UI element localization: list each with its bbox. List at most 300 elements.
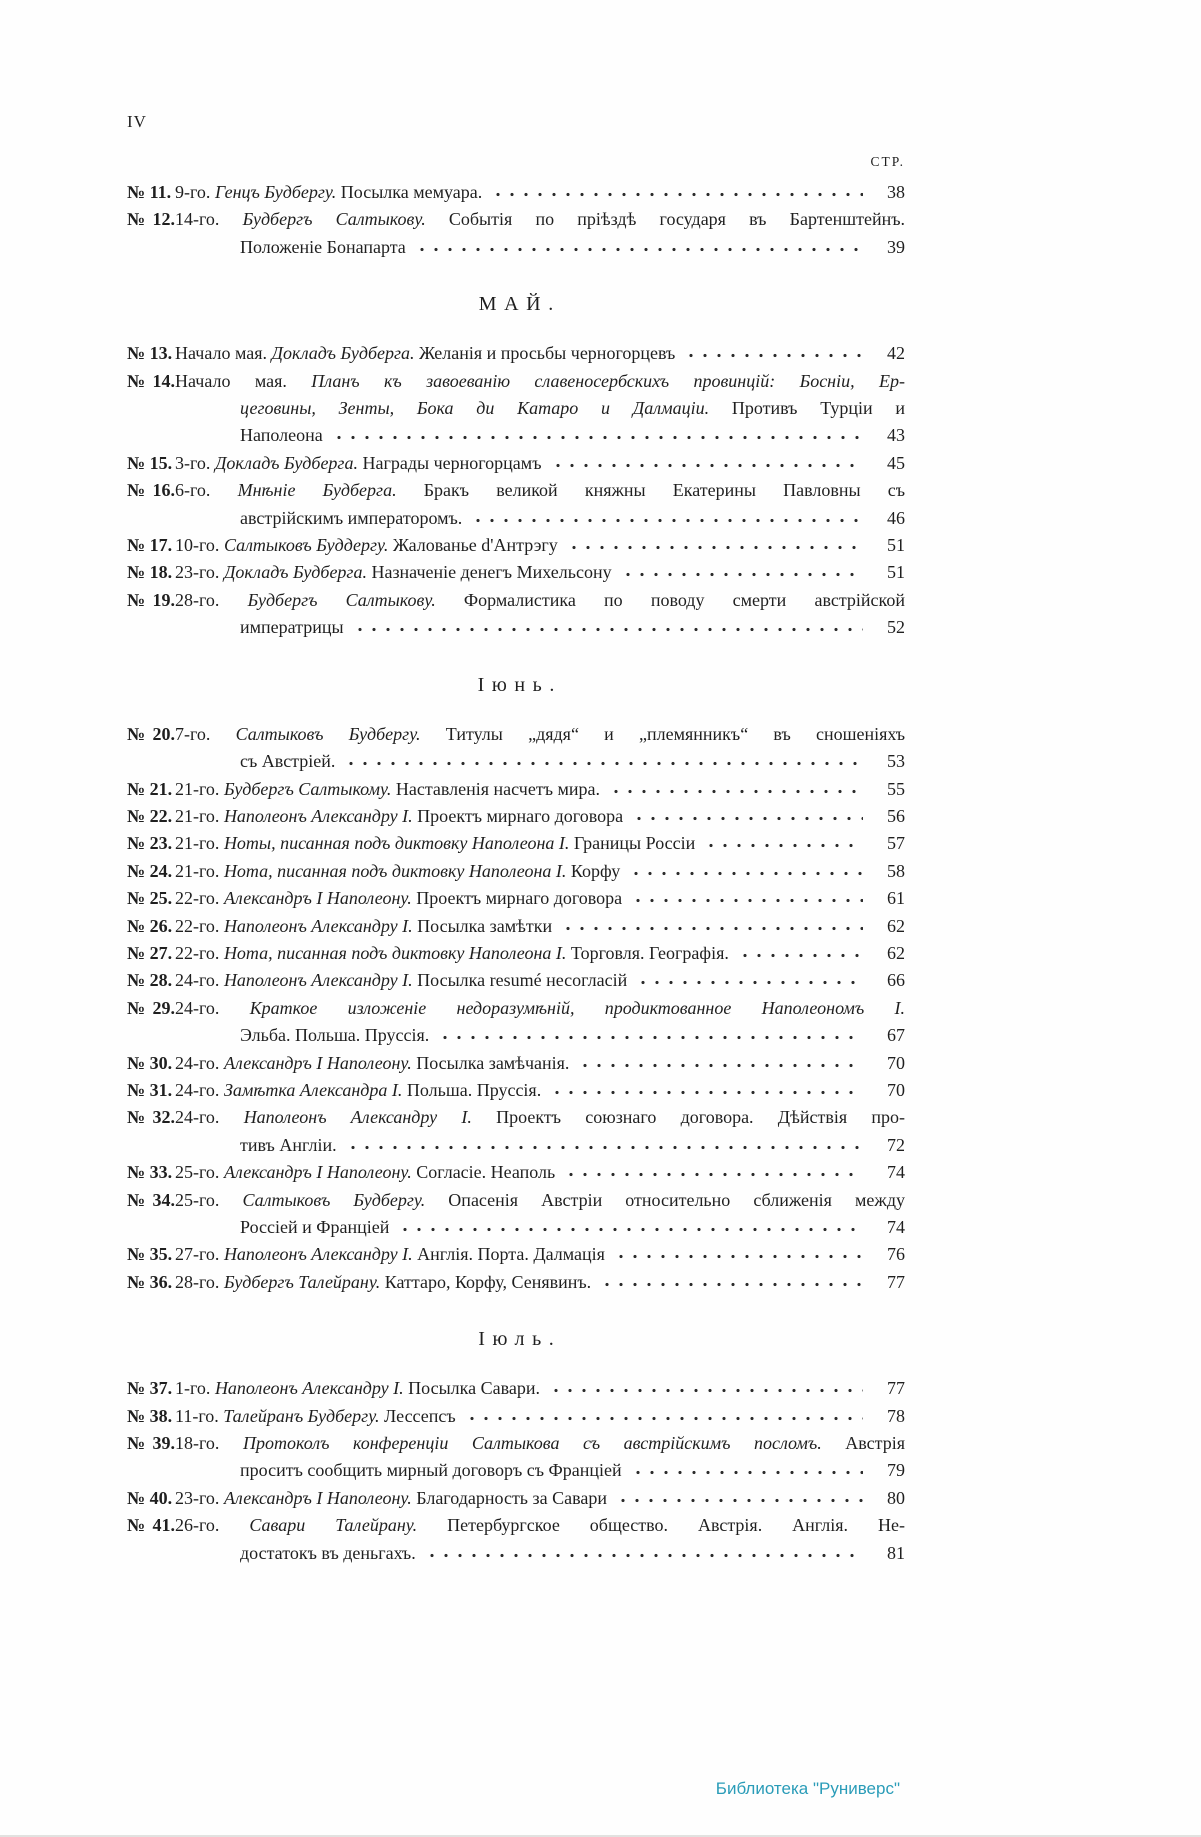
entry-number: № 24. [127, 860, 173, 881]
entry-page-number: 66 [887, 970, 905, 991]
toc-entry [127, 450, 905, 477]
entry-number: № 37. [127, 1378, 173, 1399]
entry-description: 21-го. [175, 833, 224, 854]
dot-leader [550, 1081, 863, 1096]
entry-page-number: 45 [887, 452, 905, 473]
entry-text [240, 1022, 429, 1049]
entry-line [127, 1077, 905, 1104]
entry-title-italic: Будбергъ Салтыкову. [242, 209, 426, 230]
entry-title-italic: Салтыковъ Будбергу. [235, 723, 421, 744]
entry-description: Польша. Пруссія. [402, 1079, 542, 1100]
entry-page-number: 70 [887, 1052, 905, 1073]
entry-page-number: 57 [887, 833, 905, 854]
entry-description: Посылка мемуара. [336, 182, 483, 202]
entry-page-number: 74 [887, 1162, 905, 1183]
entry-text [175, 1159, 555, 1186]
entry-line [127, 748, 905, 775]
entry-text [175, 967, 627, 994]
dot-leader [567, 536, 863, 551]
entry-title-italic: Наполеонъ Александру I. [214, 1378, 404, 1399]
entry-description: 22-го. [175, 942, 224, 963]
page-column-header: СТР. [870, 154, 905, 169]
entry-description: Проектъ мирнаго договора [411, 888, 623, 909]
entry-description: 28-го. [175, 1271, 224, 1292]
entry-number: № 15. [127, 452, 173, 473]
entry-description: 10-го. [175, 535, 224, 556]
entry-description: 7-го. [175, 723, 236, 744]
dot-leader [332, 426, 863, 441]
entry-description: Австрія [821, 1433, 906, 1454]
entry-number: № 23. [127, 833, 173, 854]
entry-description: императрицы [240, 617, 344, 638]
entry-description: тивъ Англіи. [240, 1134, 337, 1155]
entry-number: № 36. [127, 1271, 173, 1292]
entry-description: 27-го. [175, 1244, 224, 1265]
entry-page-number: 79 [887, 1460, 905, 1481]
entry-page-number: 38 [887, 182, 905, 202]
toc-entry [127, 1430, 905, 1485]
entry-text [175, 776, 600, 803]
entry-description: Событія по пріѣздѣ государя въ Бартенштейнъ. [425, 209, 906, 230]
entry-description: Лессепсъ [379, 1405, 456, 1426]
entry-text [175, 559, 612, 586]
toc-entry [127, 587, 905, 642]
toc-entry [127, 1050, 905, 1077]
entry-title-italic: Александръ I Наполеону. [223, 1162, 412, 1183]
entry-text [175, 1107, 905, 1127]
entry-description: Согласіе. Неаполь [411, 1162, 556, 1183]
entry-line [127, 395, 905, 422]
entry-description: Англія. Порта. Далмація [412, 1244, 605, 1265]
entry-page-number: 78 [887, 1405, 905, 1426]
entry-description: 24-го. [175, 970, 224, 991]
entry-number: № 13. [127, 343, 173, 364]
toc-entry [127, 206, 905, 261]
entry-number: № 29. [127, 997, 175, 1018]
entry-description: 6-го. [175, 480, 238, 501]
entry-text [175, 340, 675, 367]
entry-line [127, 587, 905, 614]
entry-title-italic: Александръ I Наполеону. [223, 888, 412, 909]
entry-number: № 12. [127, 209, 175, 230]
dot-leader [600, 1273, 863, 1288]
entry-page-number: 42 [887, 343, 905, 364]
entry-line [127, 234, 905, 261]
entry-title-italic: Наполеонъ Александру I. [223, 970, 413, 991]
entry-title-italic: Наполеонъ Александру I. [243, 1107, 472, 1128]
entry-text [175, 480, 905, 500]
entry-description: 25-го. [175, 1162, 224, 1183]
entry-description: 28-го. [175, 589, 248, 610]
page-folio: IV [127, 112, 147, 131]
toc-entry [127, 179, 905, 206]
dot-leader [632, 807, 863, 822]
toc-entry [127, 477, 905, 532]
toc-entry [127, 1159, 905, 1186]
entry-text [175, 590, 905, 610]
entry-line [127, 1050, 905, 1077]
entry-text [175, 371, 905, 391]
entry-line [127, 1512, 905, 1539]
dot-leader [398, 1218, 863, 1233]
entry-page-number: 81 [887, 1542, 905, 1563]
entry-text [175, 858, 620, 885]
toc-entry [127, 721, 905, 776]
entry-text [175, 885, 622, 912]
entry-page-number: 77 [887, 1271, 905, 1292]
entry-description: 11-го. [175, 1405, 224, 1426]
entry-text [240, 422, 323, 449]
toc-entry [127, 776, 905, 803]
page-content [127, 112, 905, 1567]
entry-number: № 21. [127, 778, 173, 799]
dot-leader [425, 1544, 863, 1559]
entry-number: № 11. [127, 182, 172, 202]
toc-entry [127, 858, 905, 885]
entry-text [175, 1433, 905, 1453]
entry-number: № 40. [127, 1487, 173, 1508]
entry-description: достатокъ въ деньгахъ. [240, 1542, 416, 1563]
entry-description: Посылка замѣтки [412, 915, 553, 936]
entry-text [175, 179, 482, 206]
entry-line [127, 858, 905, 885]
entry-text [175, 209, 905, 229]
entry-description: Жалованье d'Антрэгу [388, 535, 558, 556]
dot-leader [621, 563, 863, 578]
entry-description: Желанія и просьбы черногорцевъ [414, 343, 676, 364]
entry-number: № 28. [127, 970, 173, 991]
entry-line [127, 776, 905, 803]
entry-description: 22-го. [175, 915, 224, 936]
entry-number: № 27. [127, 942, 173, 963]
entry-line [127, 179, 905, 206]
section-heading: МАЙ. [478, 293, 561, 316]
dot-leader [551, 454, 864, 469]
entry-description: проситъ сообщить мирный договоръ съ Франціей [240, 1460, 622, 1481]
entry-number: № 18. [127, 562, 173, 583]
entry-text [240, 505, 462, 532]
entry-line [127, 1375, 905, 1402]
entry-description: Формалистика по поводу смерти австрійской [435, 589, 905, 610]
entry-title-italic: Замѣтка Александра I. [223, 1079, 403, 1100]
entry-text [175, 532, 558, 559]
dot-leader [629, 862, 863, 877]
entry-description: 18-го. [175, 1433, 243, 1454]
entry-line [127, 559, 905, 586]
entry-title-italic: Будбергъ Салтыкому. [223, 778, 392, 799]
toc-entry [127, 940, 905, 967]
entry-title-italic: Ноты, писанная подъ диктовку Наполеона I. [223, 833, 570, 854]
toc-entry [127, 532, 905, 559]
entry-title-italic: Планъ къ завоеванію славеносербскихъ провинцій: Босніи, Ер- [311, 370, 905, 391]
entry-text [175, 450, 542, 477]
entry-line [127, 885, 905, 912]
entry-line [127, 368, 905, 395]
entry-title-italic: Краткое изложеніе недоразумѣній, продиктованное Наполеономъ I. [249, 997, 906, 1018]
entry-number: № 31. [127, 1079, 173, 1100]
entry-text [175, 1515, 905, 1535]
entry-line [127, 206, 905, 233]
entry-line [127, 1214, 905, 1241]
entry-description: 21-го. [175, 860, 224, 881]
entry-text [175, 1077, 541, 1104]
entry-page-number: 39 [887, 236, 905, 257]
toc-entry [127, 1241, 905, 1268]
entry-text [240, 234, 406, 261]
dot-leader [471, 509, 863, 524]
entry-description: Благодарность за Савари [411, 1487, 607, 1508]
dot-leader [631, 1461, 863, 1476]
entry-title-italic: Протоколъ конференціи Салтыкова съ австрійскимъ посломъ. [242, 1433, 822, 1454]
entry-title-italic: Салтыковъ Буддергу. [223, 535, 389, 556]
dot-leader [465, 1407, 863, 1422]
dot-leader [616, 1489, 863, 1504]
toc-entry [127, 1485, 905, 1512]
entry-description: Титулы „дядя“ и „племянникъ“ въ сношеніяхъ [420, 723, 906, 744]
entry-line [127, 967, 905, 994]
entry-title-italic: Александръ I Наполеону. [223, 1487, 412, 1508]
entry-description: Посылка замѣчанія. [411, 1052, 570, 1073]
entry-line [127, 1132, 905, 1159]
entry-text [175, 724, 905, 744]
entry-title-italic: Нота, писанная подъ диктовку Наполеона I. [223, 942, 567, 963]
entry-line [127, 1430, 905, 1457]
entry-page-number: 76 [887, 1244, 905, 1265]
entry-number: № 19. [127, 589, 175, 610]
entry-description: Торговля. Географія. [566, 942, 729, 963]
entry-text [240, 1214, 389, 1241]
entry-line [127, 505, 905, 532]
entry-description: Назначеніе денегъ Михельсону [366, 562, 612, 583]
entry-line [127, 830, 905, 857]
entry-description: 1-го. [175, 1378, 215, 1399]
entry-line [127, 1022, 905, 1049]
entry-line [127, 1485, 905, 1512]
entry-description: съ Австріей. [240, 751, 336, 772]
section-heading: Іюнь. [477, 673, 563, 696]
entry-line [127, 1540, 905, 1567]
entry-line [127, 721, 905, 748]
entry-page-number: 62 [887, 942, 905, 963]
entry-title-italic: Наполеонъ Александру I. [223, 805, 413, 826]
entry-number: № 41. [127, 1515, 175, 1536]
entry-text [240, 398, 905, 418]
entry-description: 25-го. [175, 1189, 243, 1210]
entry-text [175, 1190, 905, 1210]
entry-description: Границы Россіи [569, 833, 696, 854]
entry-text [240, 1132, 337, 1159]
entry-text [175, 1485, 607, 1512]
entry-description: 24-го. [175, 1107, 244, 1128]
dot-leader [346, 1136, 863, 1151]
entry-page-number: 58 [887, 860, 905, 881]
entry-title-italic: Александръ I Наполеону. [223, 1052, 412, 1073]
entry-line [127, 940, 905, 967]
entry-line [127, 995, 905, 1022]
entry-title-italic: Нота, писанная подъ диктовку Наполеона I. [223, 860, 567, 881]
entry-description: 23-го. [175, 1487, 224, 1508]
entry-description: Корфу [566, 860, 621, 881]
entry-description: Посылка Савари. [403, 1378, 540, 1399]
entry-description: 23-го. [175, 562, 224, 583]
entry-line [127, 913, 905, 940]
section-heading: Іюль. [478, 1328, 562, 1351]
toc-entry [127, 803, 905, 830]
entry-line [127, 614, 905, 641]
dot-leader [353, 618, 863, 633]
toc [127, 179, 905, 1567]
dot-leader [738, 944, 863, 959]
entry-description: Начало мая. [175, 343, 272, 364]
dot-leader [609, 780, 863, 795]
dot-leader [614, 1245, 863, 1260]
entry-text [175, 1269, 591, 1296]
toc-entry [127, 368, 905, 450]
entry-page-number: 56 [887, 805, 905, 826]
entry-description: Наставленія насчетъ мира. [391, 778, 601, 799]
entry-description: 9-го. [175, 182, 215, 202]
entry-line [127, 532, 905, 559]
entry-text [240, 1540, 416, 1567]
toc-entry [127, 1375, 905, 1402]
dot-leader [491, 183, 863, 198]
toc-entry [127, 995, 905, 1050]
entry-text [175, 1403, 456, 1430]
entry-number: № 14. [127, 370, 175, 391]
entry-text [175, 940, 729, 967]
toc-entry [127, 830, 905, 857]
dot-leader [636, 971, 863, 986]
entry-description: Опасенія Австріи относительно сближенія между [425, 1189, 905, 1210]
entry-number: № 17. [127, 535, 173, 556]
entry-title-italic: Наполеонъ Александру I. [223, 915, 413, 936]
dot-leader [344, 752, 863, 767]
entry-title-italic: Будбергъ Салтыкову. [247, 589, 436, 610]
entry-description: 24-го. [175, 997, 250, 1018]
entry-title-italic: цеговины, Зенты, Бока ди Катаро и Далмаціи. [240, 398, 710, 419]
entry-page-number: 51 [887, 562, 905, 583]
toc-entry [127, 1187, 905, 1242]
entry-page-number: 72 [887, 1134, 905, 1155]
entry-line [127, 450, 905, 477]
entry-description: Посылка resumé несогласій [412, 970, 628, 991]
library-watermark: Библиотека "Руниверс" [715, 1779, 900, 1798]
toc-entry [127, 1403, 905, 1430]
entry-page-number: 55 [887, 778, 905, 799]
entry-description: 24-го. [175, 1052, 224, 1073]
entry-description: 21-го. [175, 805, 224, 826]
entry-line [127, 422, 905, 449]
entry-text [175, 1050, 569, 1077]
entry-line [127, 340, 905, 367]
entry-title-italic: Савари Талейрану. [249, 1515, 418, 1536]
entry-description: Начало мая. [175, 370, 312, 391]
entry-line [127, 1457, 905, 1484]
entry-title-italic: Мнѣніе Будберга. [237, 480, 397, 501]
entry-line [127, 1403, 905, 1430]
entry-text [175, 1241, 605, 1268]
dot-leader [704, 834, 863, 849]
entry-line [127, 1269, 905, 1296]
entry-page-number: 52 [887, 617, 905, 638]
entry-title-italic: Докладъ Будберга. [223, 562, 367, 583]
entry-line [127, 477, 905, 504]
dot-leader [438, 1026, 863, 1041]
entry-description: 14-го. [175, 209, 243, 230]
entry-description: Бракъ великой княжны Екатерины Павловны съ [396, 480, 906, 501]
entry-page-number: 80 [887, 1487, 905, 1508]
entry-description: 24-го. [175, 1079, 224, 1100]
entry-description: Противъ Турціи и [709, 398, 905, 419]
entry-number: № 35. [127, 1244, 173, 1265]
entry-text [240, 1457, 622, 1484]
entry-description: 3-го. [175, 452, 215, 473]
entry-description: Награды черногорцамъ [357, 452, 542, 473]
dot-leader [578, 1054, 863, 1069]
entry-page-number: 77 [887, 1378, 905, 1399]
entry-number: № 25. [127, 888, 173, 909]
entry-line [127, 1104, 905, 1131]
entry-text [175, 803, 623, 830]
entry-number: № 16. [127, 480, 175, 501]
toc-entry [127, 885, 905, 912]
dot-leader [564, 1163, 863, 1178]
entry-description: 22-го. [175, 888, 224, 909]
entry-title-italic: Салтыковъ Будбергу. [242, 1189, 426, 1210]
entry-line [127, 1187, 905, 1214]
entry-number: № 32. [127, 1107, 175, 1128]
entry-number: № 22. [127, 805, 173, 826]
entry-title-italic: Будбергъ Талейрану. [223, 1271, 381, 1292]
entry-description: Каттаро, Корфу, Сенявинъ. [380, 1271, 592, 1292]
entry-description: Положеніе Бонапарта [240, 236, 406, 257]
toc-entry [127, 967, 905, 994]
entry-description: Россіей и Франціей [240, 1217, 390, 1237]
entry-description: Наполеона [240, 425, 323, 446]
entry-line [127, 1159, 905, 1186]
entry-page-number: 61 [887, 888, 905, 909]
entry-number: № 30. [127, 1052, 173, 1073]
toc-entry [127, 1104, 905, 1159]
dot-leader [631, 889, 863, 904]
entry-text [175, 998, 905, 1018]
entry-title-italic: Генцъ Будбергу. [214, 182, 337, 202]
entry-number: № 39. [127, 1433, 175, 1454]
dot-leader [549, 1379, 863, 1394]
toc-entry [127, 913, 905, 940]
entry-description: Эльба. Польша. Пруссія. [240, 1025, 430, 1046]
entry-number: № 38. [127, 1405, 173, 1426]
entry-number: № 26. [127, 915, 173, 936]
entry-description: Проектъ союзнаго договора. Дѣйствія про- [471, 1107, 905, 1128]
toc-entry [127, 559, 905, 586]
entry-title-italic: Талейранъ Будбергу. [223, 1405, 380, 1426]
entry-page-number: 67 [887, 1025, 905, 1046]
entry-description: Петербургское общество. Австрія. Англія. Не- [417, 1515, 905, 1536]
entry-number: № 33. [127, 1162, 173, 1183]
toc-entry [127, 1077, 905, 1104]
entry-page-number: 62 [887, 915, 905, 936]
entry-text [240, 614, 344, 641]
entry-description: австрійскимъ императоромъ. [240, 507, 463, 528]
toc-entry [127, 1269, 905, 1296]
entry-line [127, 803, 905, 830]
entry-description: 21-го. [175, 778, 224, 799]
entry-line [127, 1241, 905, 1268]
entry-number: № 34. [127, 1189, 175, 1210]
dot-leader [415, 238, 863, 253]
entry-title-italic: Докладъ Будберга. [214, 452, 358, 473]
